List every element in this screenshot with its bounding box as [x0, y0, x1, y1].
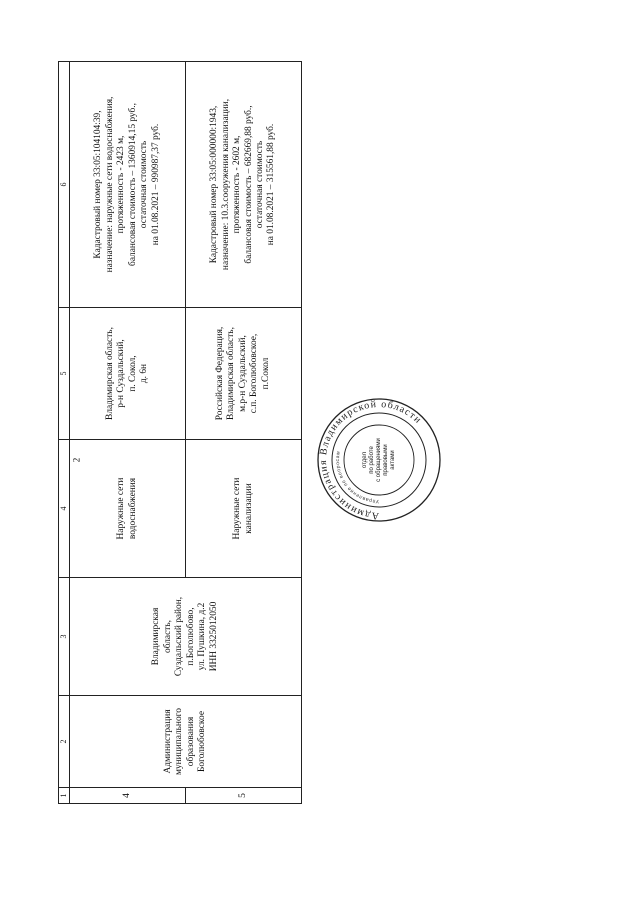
table-row [70, 62, 186, 804]
official-stamp [316, 397, 442, 523]
header-cell: 3 [59, 578, 70, 696]
property-table [58, 61, 302, 804]
stamp-center-text [362, 438, 396, 482]
header-cell: 2 [59, 696, 70, 788]
owner-address: Владимирская область, Суздальский район, п.Боголюбово, ул. Пушкина, д.2 ИНН 3325012050 [70, 578, 302, 696]
stamp-center-line: по работе [369, 446, 375, 474]
header-cell: 5 [59, 308, 70, 440]
row-number: 4 [70, 788, 186, 804]
header-row [59, 62, 70, 804]
header-cell: 1 [59, 788, 70, 804]
object-name: Наружные сети водоснабжения [70, 440, 186, 578]
stamp-outer-text: Администрация Владимирской области [317, 398, 424, 522]
rotated-table-wrapper [58, 62, 302, 804]
stamp-center-line: правовыми [383, 444, 389, 476]
object-location: Российская Федерация, Владимирская область, м.р-н Суздальский, с.п. Боголюбовское, п.Сокол [186, 308, 302, 440]
stamp-center-line: актами [390, 450, 396, 470]
header-cell: 6 [59, 62, 70, 308]
stamp-center-line: с обращениями [376, 438, 382, 482]
row-number: 5 [186, 788, 302, 804]
owner-name: Администрация муниципального образования Боголюбовское [70, 696, 302, 788]
stamp-inner-text: Управление по вопросам [334, 450, 380, 505]
object-details: Кадастровый номер 33:05:104104:39, назначение: наружные сети водоснабжения, протяженность - 2423 м, балансовая стоимость – 1360914,15 руб., остаточная стоимость на 01.08.2021 – 990987,37 руб. [70, 62, 186, 308]
object-details: Кадастровый номер 33:05:000000:1943, назначение: 10.3.сооружения канализации, протяженность - 2602 м, балансовая стоимость – 682669,88 руб., остаточная стоимость на 01.08.2021 – 315561,88 руб. [186, 62, 302, 308]
page-number: 2 [71, 457, 82, 463]
stamp-center-line: отдел [362, 452, 368, 468]
header-cell: 4 [59, 440, 70, 578]
object-name: Наружные сети канализации [186, 440, 302, 578]
object-location: Владимирская область, р-н Суздальский, п. Сокол, д. 6н [70, 308, 186, 440]
